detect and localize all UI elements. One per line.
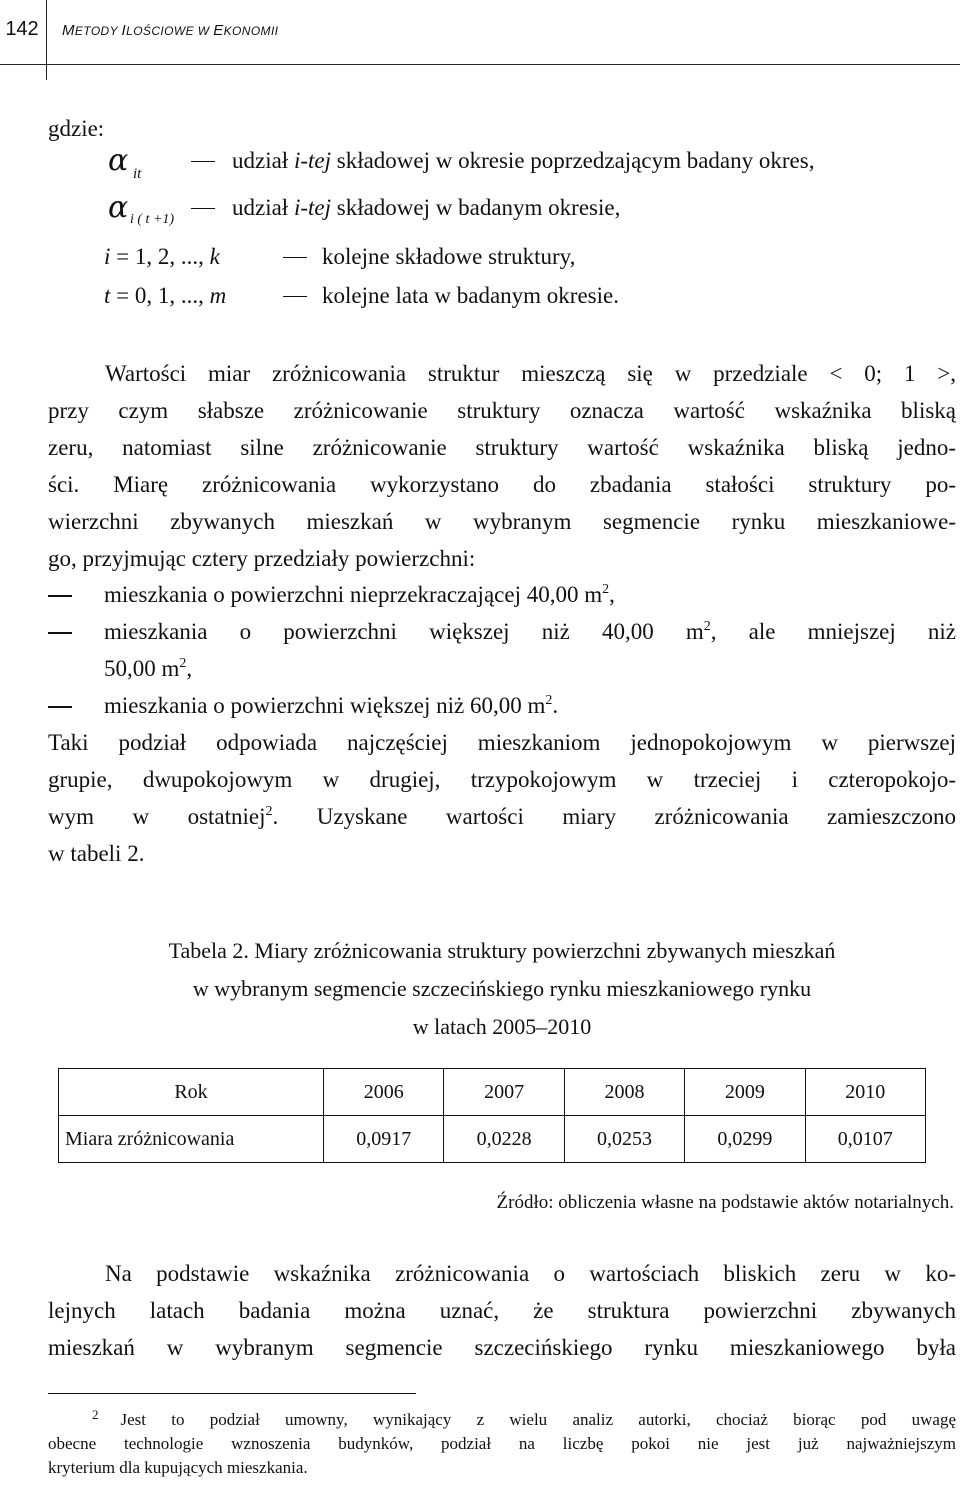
table-row-header: Rok (59, 1069, 324, 1116)
text-line: grupie, dwupokojowym w drugiej, trzypokojowym w trzeciej i czteropokojo- (48, 766, 956, 792)
table-year-cell: 2009 (685, 1069, 805, 1116)
definition-alpha-it: udział i-tej składowej w okresie poprzedzającym badany okres, (232, 148, 815, 173)
table-row (59, 1069, 926, 1116)
table-value-cell: 0,0299 (685, 1116, 805, 1163)
table-year-cell: 2006 (324, 1069, 444, 1116)
alpha-subscript-it1: i ( t +1) (130, 212, 175, 227)
page-number: 142 (5, 18, 39, 40)
bullet-item: mieszkania o powierzchni większej niż 60,00 $m^2$. (48, 688, 956, 725)
footnote-line: obecne technologie wznoszenia budynków, podział na liczbę pokoi nie jest już najważniejszym (48, 1434, 956, 1453)
bullet-continuation: 50,00 $m^2$, (104, 656, 193, 682)
table-year-cell: 2010 (805, 1069, 925, 1116)
table-source-note: Źródło: obliczenia własne na podstawie aktów notarialnych. (496, 1192, 954, 1213)
text-line: lejnych latach badania można uznać, że struktura powierzchni zbywanych (48, 1297, 956, 1323)
index-t-description: kolejne lata w badanym okresie. (322, 283, 619, 308)
bullet-item: mieszkania o powierzchni nieprzekraczającej 40,00 $m^2$, (48, 577, 956, 614)
running-title: METODY ILOŚCIOWE W EKONOMII (62, 22, 279, 39)
bullet-item: mieszkania o powierzchni większej niż 40,00 $m^2$, ale mniejszej niż (48, 614, 956, 651)
text-line: Na podstawie wskaźnika zróżnicowania o wartościach bliskich zeru w ko- (105, 1261, 956, 1286)
body-paragraph-1 (48, 356, 956, 873)
text-line: przy czym słabsze zróżnicowanie struktury oznacza wartość wskaźnika bliską (48, 397, 956, 423)
table-year-cell: 2008 (564, 1069, 684, 1116)
text-line: wym w ostatniej$^2$. Uzyskane wartości miary zróżnicowania zamieszczono (48, 803, 957, 829)
index-t-range: t = 0, 1, ..., m (104, 283, 227, 308)
header-horizontal-rule (0, 64, 960, 65)
footnote (48, 1408, 956, 1480)
header-vertical-rule (46, 0, 47, 80)
text-line: zeru, natomiast silne zróżnicowanie struktury wartość wskaźnika bliską jedno- (48, 434, 956, 460)
data-table (58, 1068, 926, 1163)
definition-dash (283, 257, 307, 258)
table-row (59, 1116, 926, 1163)
caption-line: Tabela 2. Miary zróżnicowania struktury powierzchni zbywanych mieszkań (168, 938, 836, 963)
alpha-symbol: α (108, 143, 129, 178)
footnote-marker: 2 (92, 1407, 99, 1422)
caption-line: w wybranym segmencie szczecińskiego rynku mieszkaniowego rynku (192, 976, 812, 1001)
definition-dash (283, 296, 307, 297)
definition-alpha-it1: udział i-tej składowej w badanym okresie, (232, 195, 621, 220)
bullet-dash (48, 706, 72, 707)
alpha-subscript-it: it (133, 166, 142, 182)
definition-dash (191, 208, 215, 209)
bullet-dash (48, 632, 72, 633)
caption-line: w latach 2005–2010 (412, 1014, 592, 1039)
footnote-rule (48, 1393, 416, 1394)
body-paragraph-3 (48, 1256, 956, 1367)
bullet-dash (48, 595, 72, 596)
text-line: ści. Miarę zróżnicowania wykorzystano do zbadania stałości struktury po- (48, 471, 956, 497)
index-i-description: kolejne składowe struktury, (322, 244, 576, 269)
table-value-cell: 0,0917 (324, 1116, 444, 1163)
table-value-cell: 0,0253 (564, 1116, 684, 1163)
text-line: Taki podział odpowiada najczęściej mieszkaniom jednopokojowym w pierwszej (48, 730, 956, 756)
text-line: wierzchni zbywanych mieszkań w wybranym segmencie rynku mieszkaniowe- (48, 508, 956, 534)
running-header (0, 0, 960, 80)
alpha-symbol: α (108, 190, 129, 225)
definition-dash (191, 161, 215, 162)
footnote-line: kryterium dla kupujących mieszkania. (48, 1458, 308, 1477)
table-row-label: Miara zróżnicowania (59, 1116, 324, 1163)
table-value-cell: 0,0107 (805, 1116, 925, 1163)
footnote-line: $^2$ Jest to podział umowny, wynikający z wielu analiz autorki, chociaż biorąc pod uwagę (92, 1407, 956, 1429)
text-line: w tabeli 2. (48, 840, 145, 866)
text-line: Wartości miar zróżnicowania struktur mieszczą się w przedziale < 0; 1 >, (105, 361, 956, 386)
text-line: mieszkań w wybranym segmencie szczecińskiego rynku mieszkaniowego była (48, 1334, 956, 1360)
table-value-cell: 0,0228 (444, 1116, 564, 1163)
text-line: go, przyjmując cztery przedziały powierzchni: (48, 545, 476, 571)
table-year-cell: 2007 (444, 1069, 564, 1116)
definitions-intro: gdzie: (48, 116, 105, 141)
table-caption (48, 932, 956, 1046)
index-i-range: i = 1, 2, ..., k (104, 244, 220, 269)
